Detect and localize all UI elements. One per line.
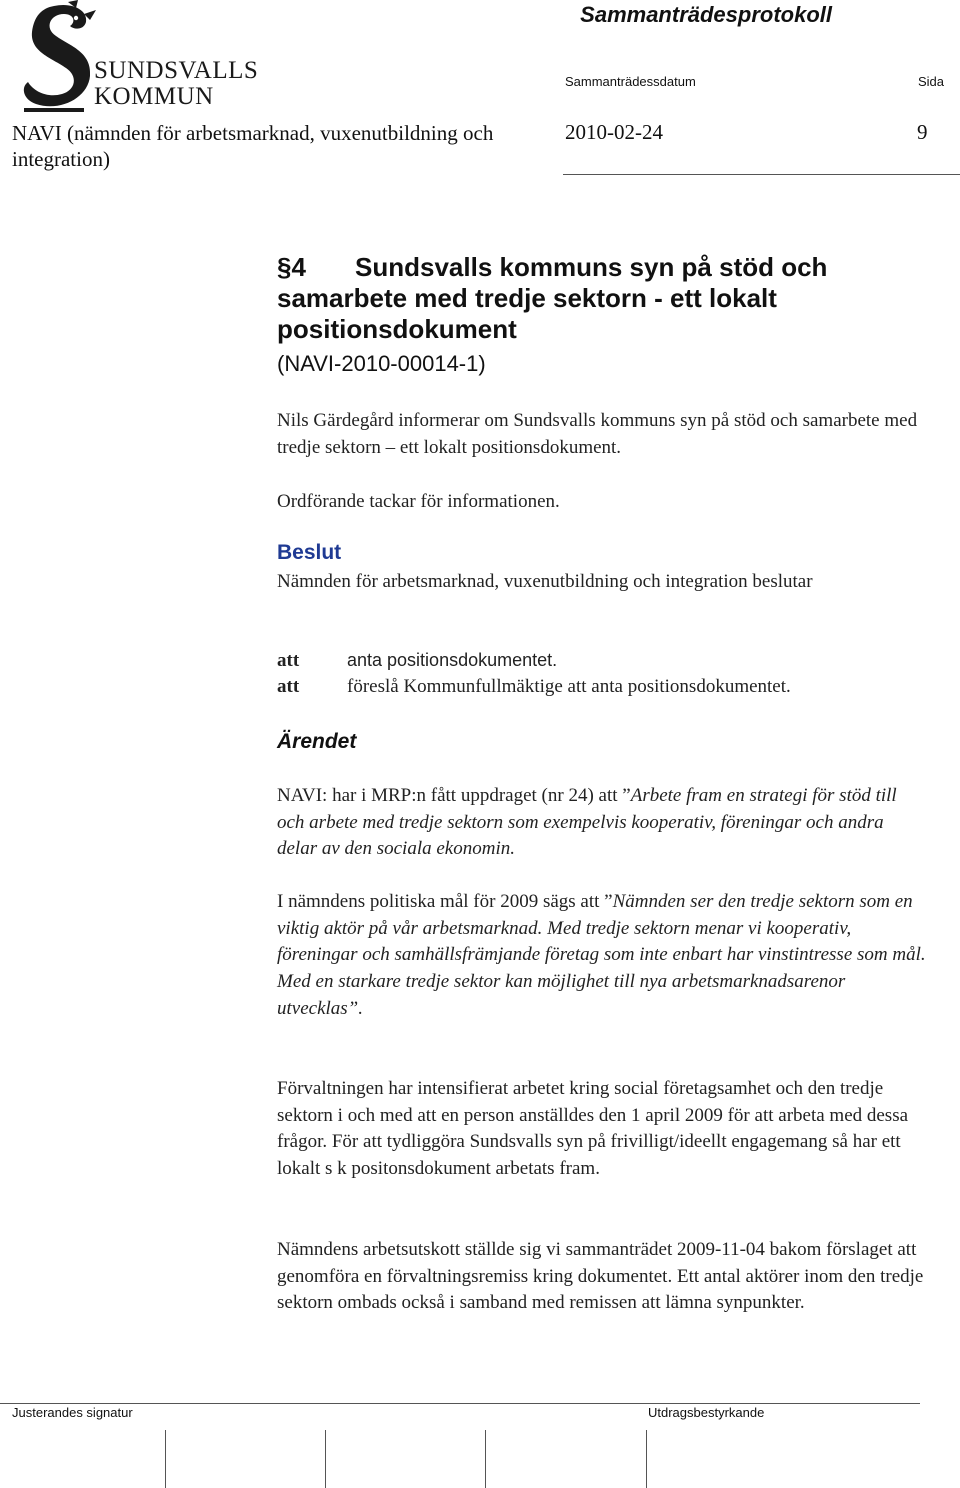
paragraph-decision-intro: Nämnden för arbetsmarknad, vuxenutbildning och integration beslutar [277, 571, 813, 592]
footer-divider [0, 1403, 920, 1404]
extract-certification-label: Utdragsbestyrkande [648, 1405, 765, 1420]
sundsvalls-kommun-logo [14, 0, 274, 120]
logo-line2: KOMMUN [94, 83, 214, 110]
section-heading [277, 252, 917, 345]
goal-intro: I nämndens politiska mål för 2009 sägs att ” [277, 891, 613, 912]
signature-box-divider [485, 1430, 486, 1488]
organization-name: NAVI (nämnden för arbetsmarknad, vuxenutbildning och integration) [12, 121, 494, 171]
decision-att: att [277, 676, 300, 697]
assignment-quote: Arbete fram en strategi för stöd till och arbete med tredje sektorn som exempelvis kooperativ, föreningar och andra delar av den sociala ekonomin. [277, 785, 897, 860]
goal-quote: Nämnden ser den tredje sektorn som en viktig aktör på vår arbetsmarknad. Med tredje sektorn menar vi kooperativ, föreningar och samhällsfrämjande företag som inte enbart har vinstintresse som mål. Med en starkare tredje sektor kan möjlighet till nya arbetsmarknadsarenor utvecklas”. [277, 891, 926, 1019]
header-divider [563, 174, 960, 175]
paragraph-political-goal [277, 889, 927, 1023]
page-number: 9 [917, 120, 928, 144]
page-label: Sida [918, 74, 945, 89]
arendet-heading: Ärendet [277, 730, 357, 753]
paragraph-information: Nils Gärdegård informerar om Sundsvalls kommuns syn på stöd och samarbete med tredje sektorn – ett lokalt positionsdokument. [277, 410, 918, 458]
beslut-heading: Beslut [277, 541, 342, 564]
decision-att: att [277, 650, 300, 671]
paragraph-working-committee: Nämndens arbetsutskott ställde sig vi sammanträdet 2009-11-04 bakom förslaget att genomföra en förvaltningsremiss kring dokumentet. Ett antal aktörer inom den tredje sektorn ombads också i samband med remissen att lämna synpunkter. [277, 1239, 924, 1314]
signature-box-divider [165, 1430, 166, 1488]
assignment-intro: NAVI: har i MRP:n fått uppdraget (nr 24) att ” [277, 785, 631, 806]
case-number: (NAVI-2010-00014-1) [277, 351, 486, 376]
date-label: Sammanträdessdatum [565, 74, 696, 89]
paragraph-chair-thanks: Ordförande tackar för informationen. [277, 491, 560, 512]
signature-box-divider [646, 1430, 647, 1488]
signature-label: Justerandes signatur [12, 1405, 133, 1420]
meeting-date: 2010-02-24 [565, 120, 663, 144]
section-title: Sundsvalls kommuns syn på stöd och samarbete med tredje sektorn - ett lokalt positionsdokument [277, 252, 828, 344]
paragraph-administration: Förvaltningen har intensifierat arbetet kring social företagsamhet och den tredje sektorn i och med att en person anställdes den 1 april 2009 för att arbeta med dessa frågor. För att tydliggöra Sundsvalls syn på frivilligt/ideellt engagemang så har ett lokalt s k positonsdokument arbetats fram. [277, 1078, 909, 1180]
signature-box-divider [325, 1430, 326, 1488]
section-number: §4 [277, 252, 306, 282]
decision-item [277, 676, 791, 698]
document-type: Sammanträdesprotokoll [580, 2, 832, 27]
decision-text: föreslå Kommunfullmäktige att anta positionsdokumentet. [347, 676, 791, 697]
logo-line1: SUNDSVALLS [94, 57, 259, 84]
paragraph-assignment [277, 783, 927, 863]
decision-item [277, 650, 557, 672]
decision-text: anta positionsdokumentet. [347, 650, 558, 670]
